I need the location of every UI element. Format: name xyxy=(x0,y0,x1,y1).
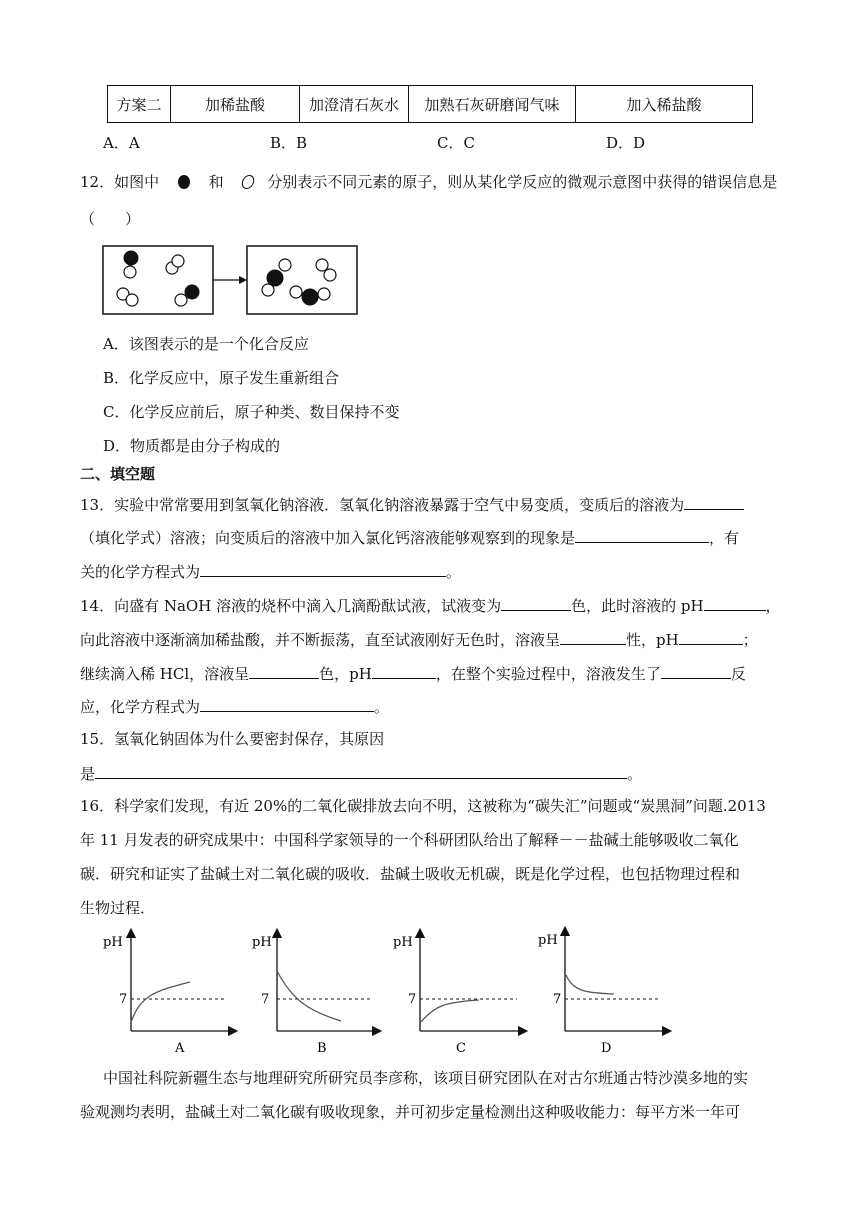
white-atom xyxy=(124,266,136,278)
reaction-diagram xyxy=(100,243,365,318)
q16-line-2: 年 11 月发表的研究成果中：中国科学家领导的一个科研团队给出了解释－－盐碱土能够吸收二氧化 xyxy=(80,831,739,849)
reaction-arrow-head xyxy=(239,276,247,284)
white-atom xyxy=(175,294,187,306)
q14-text: 向此溶液中逐渐滴加稀盐酸，并不断振荡，直至试液刚好无色时，溶液呈 xyxy=(80,631,561,649)
q16-p2-line-2: 验观测均表明，盐碱土对二氧化碳有吸收现象，并可初步定量检测出这种吸收能力：每平方米一年可 xyxy=(80,1103,741,1121)
answer-blank[interactable] xyxy=(704,594,766,611)
q14-text: 反 xyxy=(730,665,746,683)
ref-label: 7 xyxy=(553,992,562,1007)
option-table xyxy=(107,85,753,123)
curve-c xyxy=(421,1000,479,1022)
products-box xyxy=(247,246,357,314)
q12-option-d: D．物质都是由分子构成的 xyxy=(103,437,281,455)
q13-text: ，有 xyxy=(709,529,740,547)
q14-line-3 xyxy=(80,662,746,684)
q13-text: 关的化学方程式为 xyxy=(80,563,201,581)
ref-label: 7 xyxy=(261,992,270,1007)
q14-text: ， xyxy=(765,597,781,615)
reactants-box xyxy=(103,246,213,314)
q12-suffix: 分别表示不同元素的原子，则从某化学反应的微观示意图中获得的错误信息是 xyxy=(267,173,778,191)
q13-line-3 xyxy=(80,560,461,582)
q12-option-b: B．化学反应中，原子发生重新组合 xyxy=(103,369,340,387)
white-atom xyxy=(290,286,302,298)
answer-blank[interactable] xyxy=(560,628,626,645)
graph-d xyxy=(538,931,667,1056)
q12-and: 和 xyxy=(208,173,224,191)
ref-label: 7 xyxy=(119,992,128,1007)
curve-d xyxy=(566,975,614,994)
white-atom xyxy=(126,294,138,306)
caption-b: B xyxy=(317,1041,327,1056)
black-atom xyxy=(185,285,199,299)
q14-text: 。 xyxy=(374,698,390,716)
q12-option-c: C．化学反应前后，原子种类、数目保持不变 xyxy=(103,403,400,421)
option-c: C．C xyxy=(437,134,475,152)
q16-line-4: 生物过程． xyxy=(80,899,156,917)
q16-p2-line-1: 中国社科院新疆生态与地理研究所研究员李彦称，该项目研究团队在对古尔班通古特沙漠多地的实 xyxy=(103,1069,749,1087)
q14-text: 色，pH xyxy=(319,665,372,683)
white-atom xyxy=(318,288,330,300)
graph-a xyxy=(103,933,233,1056)
q14-text: 色，此时溶液的 pH xyxy=(571,597,704,615)
table-cell: 加入稀盐酸 xyxy=(576,86,753,123)
ref-label: 7 xyxy=(408,992,417,1007)
q15-line-1: 15．氢氧化钠固体为什么要密封保存，其原因 xyxy=(80,730,385,748)
answer-blank[interactable] xyxy=(95,762,627,779)
answer-blank[interactable] xyxy=(679,628,743,645)
white-atom xyxy=(279,259,291,271)
q14-text: 14．向盛有 NaOH 溶液的烧杯中滴入几滴酚酞试液，试液变为 xyxy=(80,597,502,615)
q13-line-1 xyxy=(80,493,744,515)
black-atom xyxy=(302,289,318,305)
q15-text: 。 xyxy=(627,765,643,783)
ph-graphs xyxy=(95,925,765,1060)
q14-text: 应，化学方程式为 xyxy=(80,698,201,716)
q15-line-2 xyxy=(80,762,642,784)
white-atom xyxy=(324,269,336,281)
q13-text: 13．实验中常常要用到氢氧化钠溶液．氢氧化钠溶液暴露于空气中易变质，变质后的溶液为 xyxy=(80,496,685,514)
caption-d: D xyxy=(601,1041,612,1056)
answer-blank[interactable] xyxy=(661,662,731,679)
q13-text: 。 xyxy=(446,563,462,581)
answer-blank[interactable] xyxy=(501,594,571,611)
white-atom-icon xyxy=(241,175,256,189)
answer-blank[interactable] xyxy=(249,662,319,679)
q14-line-2 xyxy=(80,628,758,650)
q14-text: ； xyxy=(742,631,758,649)
caption-a: A xyxy=(175,1041,185,1056)
table-row xyxy=(108,86,753,123)
q14-text: 继续滴入稀 HCl，溶液呈 xyxy=(80,665,250,683)
q12-option-a: A．该图表示的是一个化合反应 xyxy=(103,335,309,353)
q14-line-4 xyxy=(80,695,389,717)
y-axis-label: pH xyxy=(103,935,123,950)
caption-c: C xyxy=(456,1041,466,1056)
section-title: 二、填空题 xyxy=(80,465,156,483)
white-atom xyxy=(172,255,184,267)
graph-c xyxy=(393,933,523,1056)
q12-prefix: 12．如图中 xyxy=(80,173,160,191)
q15-text: 是 xyxy=(80,765,96,783)
q13-line-2 xyxy=(80,526,739,548)
y-axis-label: pH xyxy=(252,935,272,950)
graph-b xyxy=(252,933,377,1056)
curve-b xyxy=(277,971,341,1021)
q13-text: （填化学式）溶液；向变质后的溶液中加入氯化钙溶液能够观察到的现象是 xyxy=(80,529,576,547)
q14-text: 性，pH xyxy=(626,631,679,649)
answer-blank[interactable] xyxy=(200,560,446,577)
y-axis-label: pH xyxy=(393,935,413,950)
q16-line-1: 16．科学家们发现，有近 20%的二氧化碳排放去向不明，这被称为“碳失汇”问题或“炭黑洞”问题.2013 xyxy=(80,797,766,815)
q16-line-3: 碳．研究和证实了盐碱土对二氧化碳的吸收．盐碱土吸收无机碳，既是化学过程，也包括物理过程和 xyxy=(80,865,741,883)
answer-blank[interactable] xyxy=(575,526,709,543)
table-cell: 加稀盐酸 xyxy=(171,86,300,123)
q14-line-1 xyxy=(80,594,781,616)
white-atom xyxy=(316,259,328,271)
answer-blank[interactable] xyxy=(200,695,374,712)
option-b: B．B xyxy=(270,134,308,152)
white-atom xyxy=(262,284,274,296)
answer-blank[interactable] xyxy=(372,662,436,679)
answer-blank[interactable] xyxy=(684,493,744,510)
table-cell: 方案二 xyxy=(108,86,171,123)
q12-paren: （ ） xyxy=(80,210,141,228)
table-cell: 加熟石灰研磨闻气味 xyxy=(409,86,576,123)
q14-text: ，在整个实验过程中，溶液发生了 xyxy=(435,665,661,683)
black-atom xyxy=(124,251,138,265)
option-d: D．D xyxy=(606,134,646,152)
black-atom-icon xyxy=(178,175,190,189)
option-a: A．A xyxy=(103,134,140,152)
table-cell: 加澄清石灰水 xyxy=(300,86,409,123)
question-12-stem xyxy=(80,172,777,192)
curve-a xyxy=(131,982,190,1022)
y-axis-label: pH xyxy=(538,933,558,948)
